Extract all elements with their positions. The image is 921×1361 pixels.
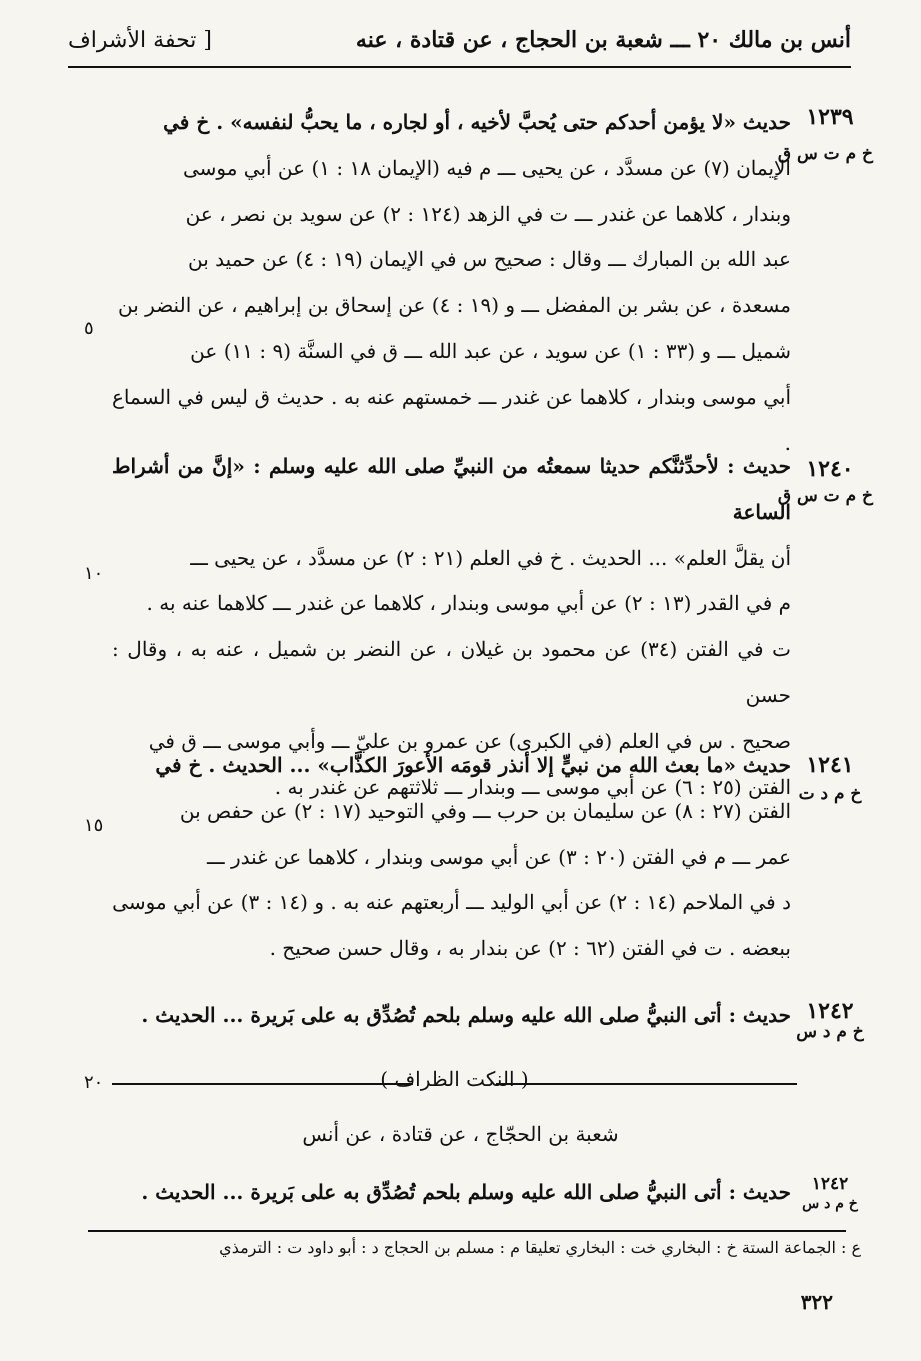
entry-number: ١٢٤١ — [806, 752, 854, 778]
text-line: ت في الفتن (٣٤) عن محمود بن غيلان ، عن النضر بن شميل ، عنه به ، وقال : حسن — [112, 637, 791, 707]
entry-text — [112, 993, 791, 1039]
margin-line-number: ١٠ — [84, 563, 104, 584]
text-line: الفتن (٢٥ : ٦) عن أبي موسى ـــ وبندار ـــ ثلاثتهم عن غندر به . — [274, 774, 791, 799]
section-separator — [112, 1067, 797, 1101]
text-line: حديث : لأحدِّثنَّكم حديثا سمعتُه من النبيِّ صلى الله عليه وسلم : «إنَّ من أشراط الساعة — [112, 454, 791, 524]
separator-rule-right — [496, 1083, 797, 1085]
entry-text — [112, 100, 791, 466]
text-line: حديث : أتى النبيُّ صلى الله عليه وسلم بلحم تُصُدِّق به على بَريرة ... الحديث . — [141, 1003, 791, 1027]
entry-number: ١٢٤٢ — [811, 1174, 849, 1194]
text-line: أبي موسى وبندار ، كلاهما عن غندر ـــ خمستهم عنه به . حديث ق ليس في السماع . — [112, 384, 791, 455]
entry-number: ١٢٤٠ — [806, 456, 854, 482]
entry-symbols: خ م ت س ق — [777, 486, 873, 506]
entry-number: ١٢٤٢ — [806, 998, 854, 1024]
text-line: د في الملاحم (١٤ : ٢) عن أبي الوليد ـــ أربعتهم عنه به . و (١٤ : ٣) عن أبي موسى — [112, 890, 791, 915]
margin-line-number: ٥ — [84, 318, 94, 339]
entry-symbols: خ م ت س ق — [777, 144, 873, 164]
separator-label: ( النكت الظراف ) — [380, 1067, 529, 1091]
running-header — [68, 20, 851, 60]
text-line: الفتن (٢٧ : ٨) عن سليمان بن حرب ـــ وفي التوحيد (١٧ : ٢) عن حفص بن — [179, 798, 791, 823]
text-line: ببعضه . ت في الفتن (٦٢ : ٢) عن بندار به ، وقال حسن صحيح . — [269, 936, 791, 961]
margin-line-number: ١٥ — [84, 815, 104, 836]
text-line: وبندار ، كلاهما عن غندر ـــ ت في الزهد (١٢٤ : ٢) عن سويد بن نصر ، عن — [185, 201, 791, 226]
text-line: عمر ـــ م في الفتن (٢٠ : ٣) عن أبي موسى وبندار ، كلاهما عن غندر ـــ — [207, 844, 791, 869]
text-line: الإيمان (٧) عن مسدَّد ، عن يحيى ـــ م فيه (الإيمان ١٨ : ١) عن أبي موسى — [182, 155, 791, 180]
entry-text — [112, 743, 791, 972]
entry-text — [112, 1170, 791, 1214]
page-number: ٣٢٢ — [800, 1290, 833, 1314]
text-line: حديث «لا يؤمن أحدكم حتى يُحبَّ لأخيه ، أو لجاره ، ما يحبُّ لنفسه» . خ في — [163, 110, 791, 134]
footer-rule — [88, 1230, 846, 1232]
header-rule — [68, 66, 851, 68]
entry-symbols: خ م د س — [802, 1196, 858, 1212]
text-line: مسعدة ، عن بشر بن المفضل ـــ و (١٩ : ٤) عن إسحاق بن إبراهيم ، عن النضر بن — [118, 293, 791, 318]
footer-legend: ع : الجماعة الستة خ : البخاري خت : البخاري تعليقا م : مسلم بن الحجاج د : أبو داود ت : الترمذي — [219, 1238, 861, 1257]
separator-rule-left — [112, 1083, 413, 1085]
text-line: أن يقلَّ العلم» ... الحديث . خ في العلم (٢١ : ٢) عن مسدَّد ، عن يحيى ـــ — [190, 545, 791, 570]
text-line: حديث «ما بعث الله من نبيٍّ إلا أنذر قومَه الأعورَ الكذَّاب» ... الحديث . خ في — [155, 753, 791, 777]
text-line: صحيح . س في العلم (في الكبرى) عن عمرو بن عليّ ـــ وأبي موسى ـــ ق في — [148, 728, 791, 753]
text-line: عبد الله بن المبارك ـــ وقال : صحيح س في الإيمان (١٩ : ٤) عن حميد بن — [188, 247, 791, 272]
text-line: حديث : أتى النبيُّ صلى الله عليه وسلم بلحم تُصُدِّق به على بَريرة ... الحديث . — [141, 1180, 791, 1204]
header-book-title: [ تحفة الأشراف — [68, 27, 212, 53]
entry-symbols: خ م د ت — [798, 784, 862, 804]
section-subheading: شعبة بن الحجّاج ، عن قتادة ، عن أنس — [302, 1122, 619, 1146]
entry-number: ١٢٣٩ — [806, 104, 854, 130]
header-title: أنس بن مالك ٢٠ ـــ شعبة بن الحجاج ، عن قتادة ، عنه — [355, 27, 851, 53]
entry-symbols: خ م د س — [796, 1022, 864, 1042]
text-line: شميل ـــ و (٣٣ : ١) عن سويد ، عن عبد الله ـــ ق في السنَّة (٩ : ١١) عن — [190, 338, 791, 363]
margin-line-number: ٢٠ — [84, 1072, 104, 1093]
text-line: م في القدر (١٣ : ٢) عن أبي موسى وبندار ، كلاهما عن غندر ـــ كلاهما عنه به . — [146, 591, 791, 616]
